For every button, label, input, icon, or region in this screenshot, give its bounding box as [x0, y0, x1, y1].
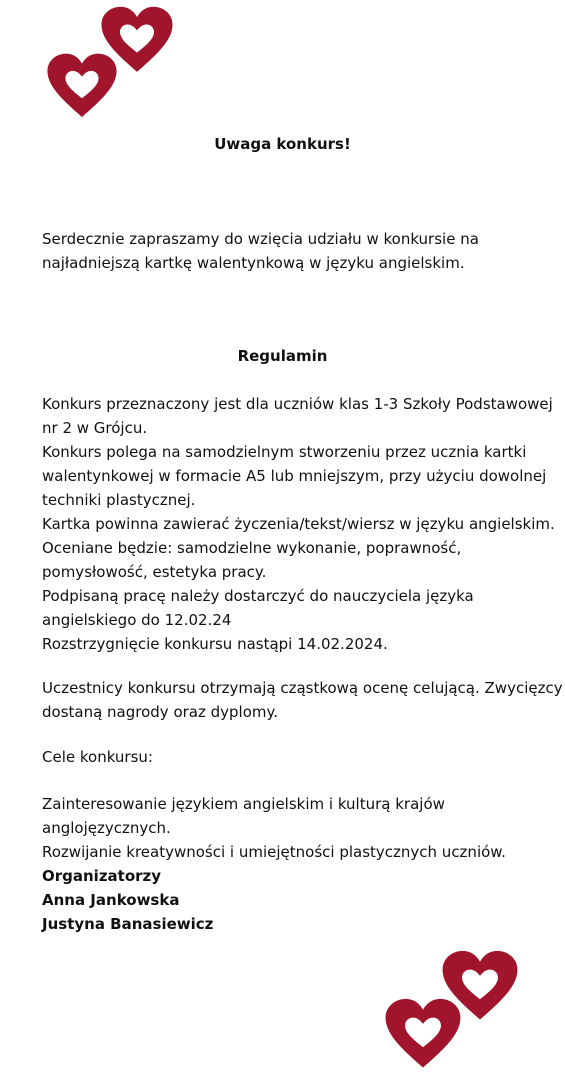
awards-line: Uczestnicy konkursu otrzymają cząstkową ocenę celującą. Zwycięzcy	[42, 679, 563, 697]
rules-line: Konkurs polega na samodzielnym stworzeniu przez ucznia kartki	[42, 443, 527, 461]
rules-line: Oceniane będzie: samodzielne wykonanie, poprawność,	[42, 539, 462, 557]
rules-line: angielskiego do 12.02.24	[42, 611, 232, 629]
invitation-line: najładniejszą kartkę walentynkową w języku angielskim.	[42, 254, 465, 272]
awards-line: dostaną nagrody oraz dyplomy.	[42, 703, 279, 721]
organizer-name: Justyna Banasiewicz	[42, 915, 214, 933]
rules-section	[42, 392, 555, 656]
goals-line: Zainteresowanie językiem angielskim i kulturą krajów	[42, 795, 445, 813]
page-title: Uwaga konkurs!	[214, 135, 351, 153]
rules-line: walentynkowej w formacie A5 lub mniejszym, przy użyciu dowolnej	[42, 467, 547, 485]
rules-line: Podpisaną pracę należy dostarczyć do nauczyciela języka	[42, 587, 474, 605]
goals-heading-text: Cele konkursu:	[42, 748, 153, 766]
rules-line: techniki plastycznej.	[42, 491, 196, 509]
heart-icon-bottom-right-front	[384, 998, 462, 1070]
rules-line: Kartka powinna zawierać życzenia/tekst/wiersz w języku angielskim.	[42, 515, 555, 533]
goals-line: Rozwijanie kreatywności i umiejętności plastycznych uczniów.	[42, 843, 506, 861]
goals-line: anglojęzycznych.	[42, 819, 171, 837]
rules-line: Rozstrzygnięcie konkursu nastąpi 14.02.2024.	[42, 635, 388, 653]
goals-heading	[42, 745, 542, 769]
awards-paragraph	[42, 676, 563, 724]
goals-section	[42, 792, 542, 936]
rules-heading: Regulamin	[237, 347, 328, 365]
rules-line: Konkurs przeznaczony jest dla uczniów klas 1-3 Szkoły Podstawowej	[42, 395, 553, 413]
organizers-label: Organizatorzy	[42, 867, 162, 885]
heart-icon-top-left-front	[46, 52, 118, 120]
rules-line: nr 2 w Grójcu.	[42, 419, 148, 437]
rules-line: pomysłowość, estetyka pracy.	[42, 563, 267, 581]
invitation-line: Serdecznie zapraszamy do wzięcia udziału w konkursie na	[42, 230, 479, 248]
invitation-paragraph	[42, 227, 542, 275]
organizer-name: Anna Jankowska	[42, 891, 180, 909]
